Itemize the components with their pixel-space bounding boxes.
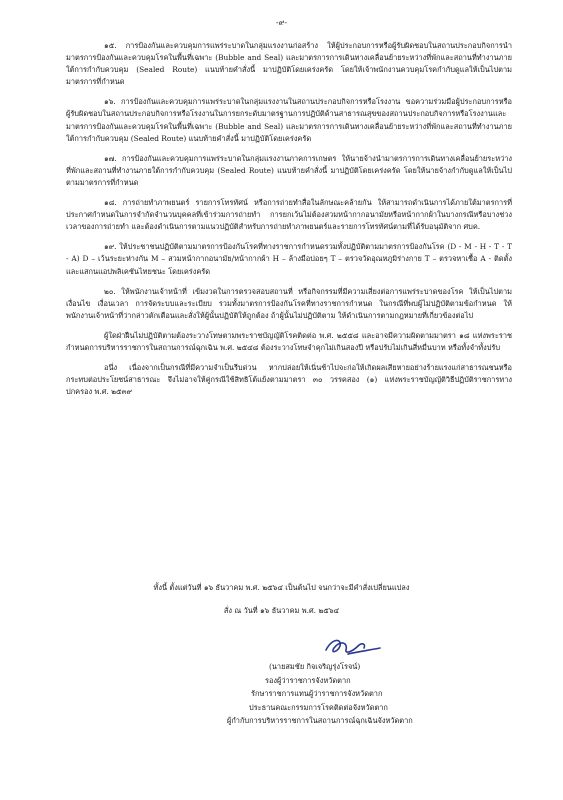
signatory-position-4: ผู้กำกับการบริหารราชการในสถานการณ์ฉุกเฉินจังหวัดตาก (227, 716, 413, 725)
signatory-name: (นายสมชัย กิจเจริญรุ่งโรจน์) (269, 662, 361, 671)
signatory-position-3: ประธานคณะกรรมการโรคติดต่อจังหวัดตาก (249, 702, 388, 712)
signatory-block (227, 660, 545, 728)
order-date-line: สั่ง ณ วันที่ ๑๖ ธันวาคม พ.ศ. ๒๕๖๔ (223, 606, 340, 615)
effective-date-line: ทั้งนี้ ตั้งแต่วันที่ ๑๖ ธันวาคม พ.ศ. ๒๕๖๔ เป็นต้นไป จนกว่าจะมีคำสั่งเปลี่ยนแปลง (153, 583, 410, 592)
clause-15: ๑๕. การป้องกันและควบคุมการแพร่ระบาดในกลุ่มแรงงานก่อสร้าง ให้ผู้ประกอบการหรือผู้รับผิดชอบในสถานประกอบกิจการนำมาตรการป้องกันและควบคุมโรคในพื้นที่เฉพาะ (Bubble and Seal) และมาตรการการเดินทางเคลื่อนย้ายระหว่างที่พักและสถานที่ทำงานภายใต้การกำกับควบคุม (Sealed Route) แนบท้ายคำสั่งนี้ มาปฏิบัติโดยเคร่งครัด โดยให้เจ้าพนักงานควบคุมโรคกำกับดูแลให้เป็นไปตามมาตรการที่กำหนด (66, 41, 512, 87)
page-number: -๙- (275, 18, 288, 27)
clause-18: ๑๘. การถ่ายทำภาพยนตร์ รายการโทรทัศน์ หรือการถ่ายทำสื่อในลักษณะคล้ายกัน ให้สามารถดำเนินการได้ภายใต้มาตรการที่ประกาศกำหนดในการจำกัดจำนวนบุคคลที่เข้าร่วมการถ่ายทำ การยกเว้นไม่ต้องสวมหน้ากากอนามัยหรือหน้ากากผ้าในบางกรณีหรือบางช่วงเวลาของการถ่ายทำ และต้องดำเนินการตามแนวปฏิบัติสำหรับการถ่ายทำภาพยนตร์และรายการโทรทัศน์ตามที่ได้รับอนุมัติจาก ศบค. (66, 198, 512, 232)
clause-20: ๒๐. ให้พนักงานเจ้าหน้าที่ เข้มงวดในการตรวจสอบสถานที่ หรือกิจกรรมที่มีความเสี่ยงต่อการแพร่ระบาดของโรค ให้เป็นไปตามเงื่อนไข เงื่อนเวลา การจัดระบบและระเบียบ รวมทั้งมาตรการป้องกันโรคที่ทางราชการกำหนด ในกรณีที่พบผู้ไม่ปฏิบัติตามข้อกำหนด ให้พนักงานเจ้าหน้าที่ว่ากล่าวตักเตือนและสั่งให้ผู้นั้นปฏิบัติให้ถูกต้อง ถ้าผู้นั้นไม่ปฏิบัติตาม ให้ดำเนินการตามกฎหมายที่เกี่ยวข้องต่อไป (66, 286, 512, 320)
clause-17: ๑๗. การป้องกันและควบคุมการแพร่ระบาดในกลุ่มแรงงานภาคการเกษตร ให้นายจ้างนำมาตรการการเดินทางเคลื่อนย้ายระหว่างที่พักและสถานที่ทำงานภายใต้การกำกับควบคุม (Sealed Route) แนบท้ายคำสั่งนี้ มาปฏิบัติโดยเคร่งครัด โดยให้นายจ้างกำกับดูแลให้เป็นไปตามมาตรการที่กำหนด (66, 153, 512, 187)
urgency-paragraph: อนึ่ง เนื่องจากเป็นกรณีที่มีความจำเป็นรีบด่วน หากปล่อยให้เนิ่นช้าไปจะก่อให้เกิดผลเสียหายอย่างร้ายแรงแก่สาธารณชนหรือกระทบต่อประโยชน์สาธารณะ จึงไม่อาจให้คู่กรณีใช้สิทธิโต้แย้งตามมาตรา ๓๐ วรรคสอง (๑) แห่งพระราชบัญญัติวิธีปฏิบัติราชการทางปกครอง พ.ศ. ๒๕๓๙ (66, 363, 512, 397)
clause-19: ๑๙. ให้ประชาชนปฏิบัติตามมาตรการป้องกันโรคที่ทางราชการกำหนดรวมทั้งปฏิบัติตามมาตรการป้องกันโรค (D - M - H - T - T - A) D – เว้นระยะห่างกัน M – สวมหน้ากากอนามัย/หน้ากากผ้า H – ล้างมือบ่อยๆ T – ตรวจวัดอุณหภูมิร่างกาย T – ตรวจหาเชื้อ A - ติดตั้งและแสกนแอปพลิเคชันไทยชนะ โดยเคร่งครัด (66, 242, 512, 276)
signature-mark (318, 632, 388, 660)
signatory-position-2: รักษาราชการแทนผู้ว่าราชการจังหวัดตาก (251, 689, 383, 698)
order-body (66, 40, 512, 406)
signatory-position-1: รองผู้ว่าราชการจังหวัดตาก (265, 675, 351, 685)
penalty-paragraph: ผู้ใดฝ่าฝืนไม่ปฏิบัติตามต้องระวางโทษตามพระราชบัญญัติโรคติดต่อ พ.ศ. ๒๕๕๘ และอาจมีความผิดตามมาตรา ๑๘ แห่งพระราชกำหนดการบริหารราชการในสถานการณ์ฉุกเฉิน พ.ศ. ๒๕๔๘ ต้องระวางโทษจำคุกไม่เกินสองปี หรือปรับไม่เกินสี่หมื่นบาท หรือทั้งจำทั้งปรับ (66, 330, 512, 352)
clause-16: ๑๖. การป้องกันและควบคุมการแพร่ระบาดในกลุ่มแรงงานในสถานประกอบกิจการหรือโรงงาน ขอความร่วมมือผู้ประกอบการหรือผู้รับผิดชอบในสถานประกอบกิจการหรือโรงงานในการยกระดับมาตรฐานการปฏิบัติด้านสาธารณสุขของสถานประกอบกิจการหรือโรงงานและมาตรการป้องกันและควบคุมโรคในพื้นที่เฉพาะ (Bubble and Seal) และมาตรการการเดินทางเคลื่อนย้ายระหว่างที่พักและสถานที่ทำงานภายใต้การกำกับควบคุม (Sealed Route) แนบท้ายคำสั่งนี้ มาปฏิบัติโดยเคร่งครัด (66, 97, 512, 143)
